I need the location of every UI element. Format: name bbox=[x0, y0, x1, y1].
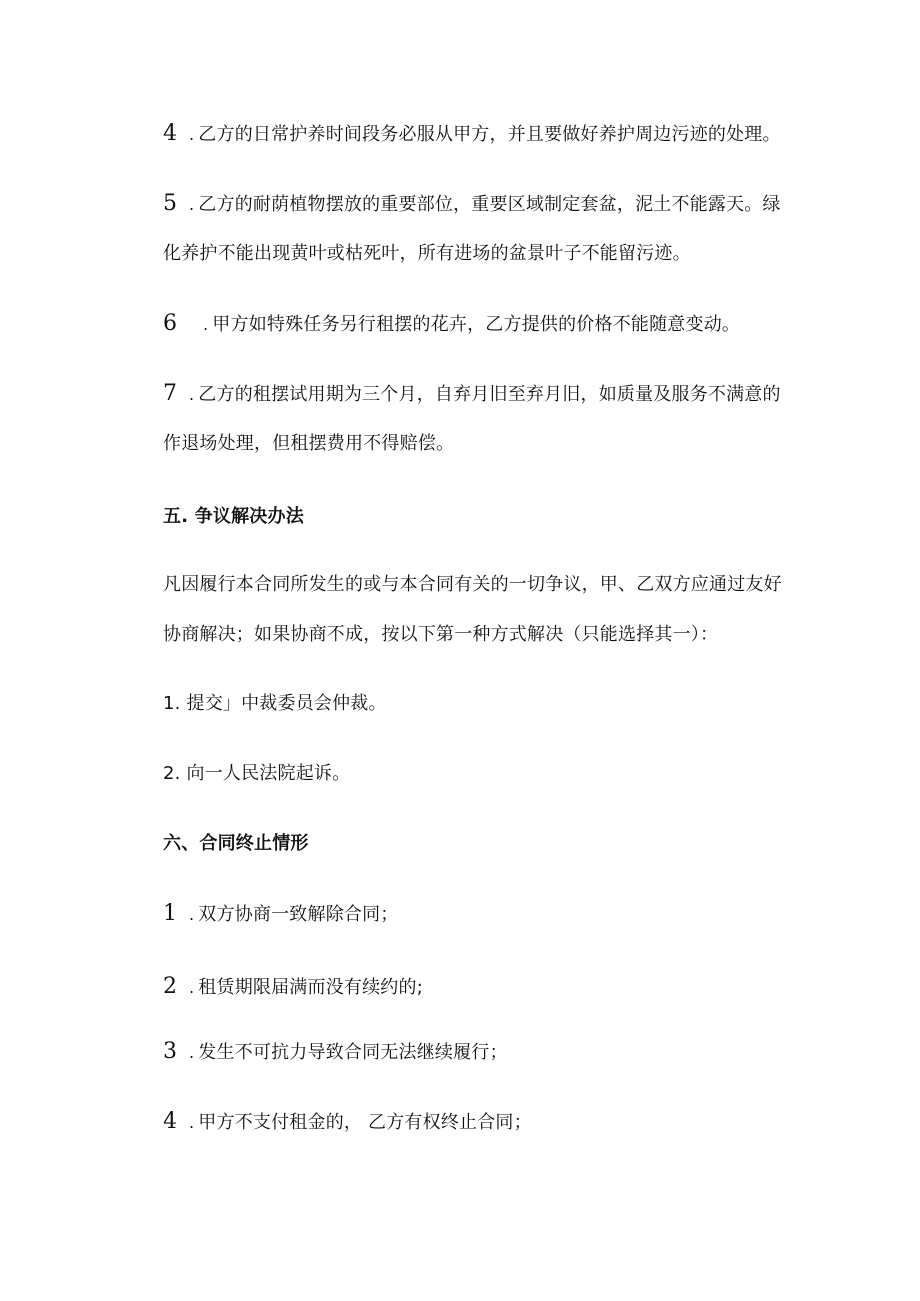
section-5-title: 五. 争议解决办法 bbox=[163, 506, 304, 527]
section-6-title: 六、合同终止情形 bbox=[163, 833, 309, 854]
section-5-paragraph-line-2: 协商解决；如果协商不成，按以下第一种方式解决（只能选择其一）： bbox=[163, 624, 719, 645]
clause-number: 5 bbox=[163, 191, 178, 216]
termination-item-4: 4 . 甲方不支付租金的， 乙方有权终止合同； bbox=[163, 1109, 532, 1134]
clause-text: 乙方的耐荫植物摆放的重要部位，重要区域制定套盆，泥土不能露天。绿 bbox=[198, 194, 781, 215]
clause-text: 甲方如特殊任务另行租摆的花卉，乙方提供的价格不能随意变动。 bbox=[212, 314, 741, 335]
dispute-option-2: 2. 向一人民法院起诉。 bbox=[163, 763, 351, 784]
section-5-paragraph-line-1: 凡因履行本合同所发生的或与本合同有关的一切争议，甲、乙双方应通过友好 bbox=[163, 574, 782, 595]
termination-item-3: 3 . 发生不可抗力导致合同无法继续履行； bbox=[163, 1039, 508, 1064]
item-text: 甲方不支付租金的， 乙方有权终止合同； bbox=[198, 1112, 532, 1133]
termination-item-2: 2 . 租赁期限届满而没有续约的; bbox=[163, 974, 423, 999]
dispute-option-1: 1. 提交」中裁委员会仲裁。 bbox=[163, 693, 387, 714]
clause-7-continued bbox=[163, 432, 454, 456]
clause-text: 作退场处理，但租摆费用不得赔偿。 bbox=[163, 433, 455, 454]
item-number: 3 bbox=[163, 1039, 178, 1064]
item-number: 4 bbox=[163, 1109, 178, 1134]
item-text: 租赁期限届满而没有续约的; bbox=[198, 977, 423, 998]
clause-text: 乙方的租摆试用期为三个月，自弃月旧至弃月旧，如质量及服务不满意的 bbox=[198, 384, 781, 405]
item-number: 1 bbox=[163, 901, 178, 926]
termination-item-1: 1 . 双方协商一致解除合同； bbox=[163, 901, 399, 926]
clause-7: 7 . 乙方的租摆试用期为三个月，自弃月旧至弃月旧，如质量及服务不满意的 bbox=[163, 381, 781, 406]
clause-5: 5 . 乙方的耐荫植物摆放的重要部位，重要区域制定套盆，泥土不能露天。绿 bbox=[163, 191, 781, 216]
clause-text: 乙方的日常护养时间段务必服从甲方，并且要做好养护周边污迹的处理。 bbox=[198, 124, 781, 145]
clause-5-continued bbox=[163, 242, 691, 266]
clause-text: 化养护不能出现黄叶或枯死叶，所有进场的盆景叶子不能留污迹。 bbox=[163, 243, 691, 264]
clause-number: 6 bbox=[163, 311, 178, 336]
item-text: 发生不可抗力导致合同无法继续履行； bbox=[198, 1042, 508, 1063]
clause-4: 4 . 乙方的日常护养时间段务必服从甲方，并且要做好养护周边污迹的处理。 bbox=[163, 121, 781, 146]
clause-number: 7 bbox=[163, 381, 178, 406]
clause-number: 4 bbox=[163, 121, 178, 146]
item-number: 2 bbox=[163, 974, 178, 999]
clause-6: 6 . 甲方如特殊任务另行租摆的花卉，乙方提供的价格不能随意变动。 bbox=[163, 311, 741, 336]
item-text: 双方协商一致解除合同； bbox=[198, 904, 399, 925]
